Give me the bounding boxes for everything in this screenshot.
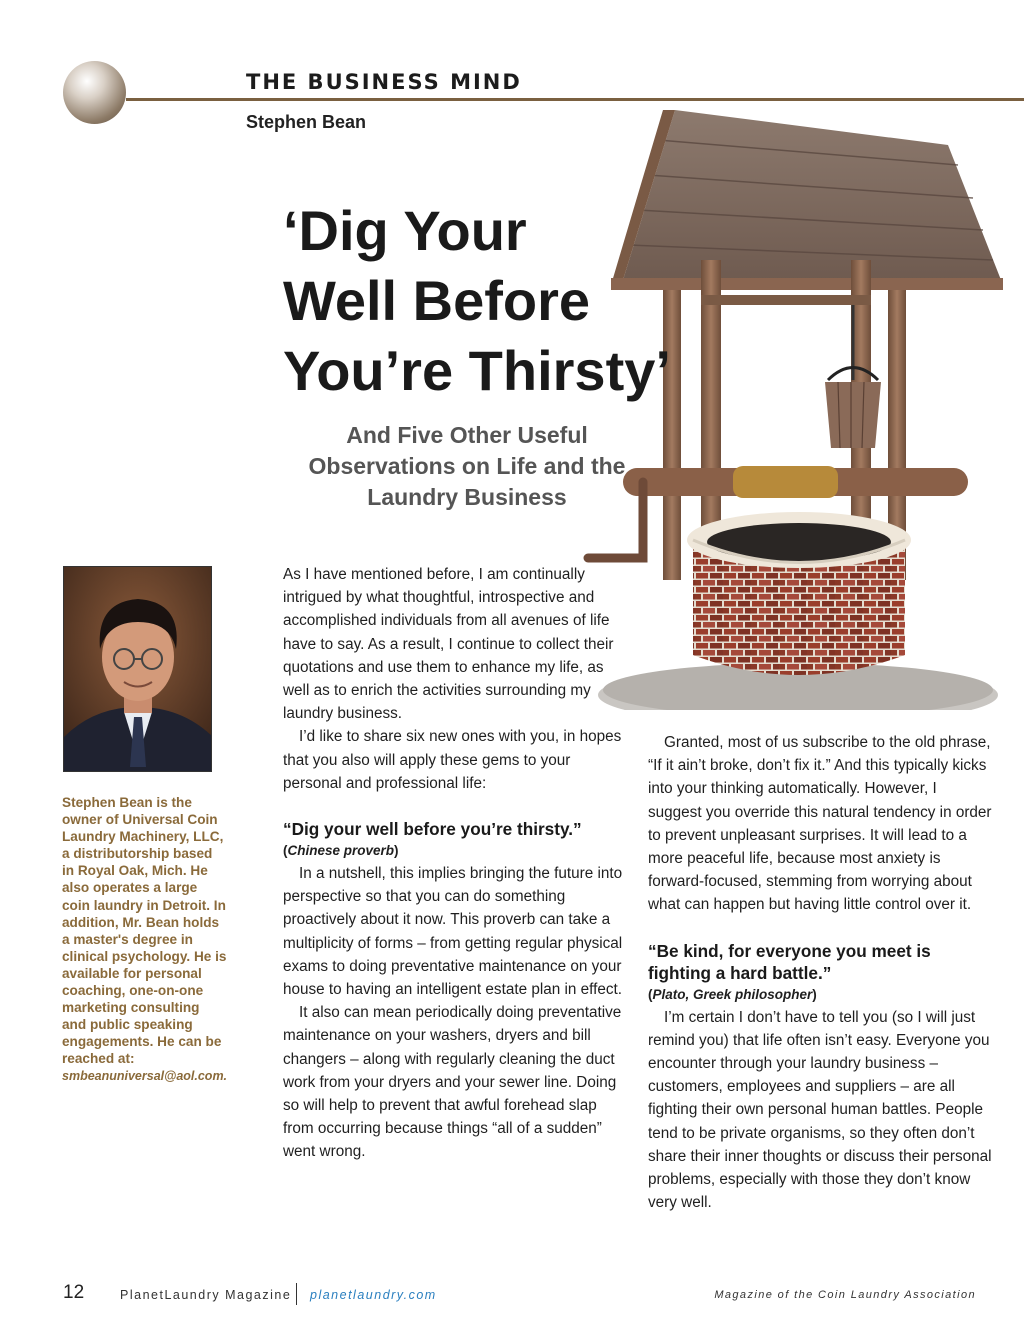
author-bio [62,794,227,1085]
paragraph: I’m certain I don’t have to tell you (so I will just remind you) that life often isn’t easy. Everyone you encounter through your laundry business – customers, employees and suppliers – are all fighting their own personal human battles. People tend to be private organisms, so they often don’t share their inner thoughts or discuss their personal problems, especially with those they don’t know very well. [648,1008,992,1212]
article-column-1 [283,563,623,1164]
page-number: 12 [63,1282,85,1303]
quote-source: (Plato, Greek philosopher) [648,986,817,1002]
quote-source: (Chinese proverb) [283,843,399,859]
section-title: THE BUSINESS MIND [246,70,522,94]
header-rule [126,98,1024,101]
decorative-orb [63,61,126,124]
article-column-2 [648,731,993,1214]
quote-heading: “Be kind, for everyone you meet is fighting a hard battle.” [648,940,931,983]
association-tagline: Magazine of the Coin Laundry Association [714,1289,976,1301]
article-headline: ‘Dig Your Well Before You’re Thirsty’ [283,199,671,402]
magazine-name: PlanetLaundry Magazine [120,1288,292,1302]
author-byline: Stephen Bean [246,112,367,132]
quote-source-text: Plato, Greek philosopher [652,986,813,1002]
quote-source-text: Chinese proverb [287,843,395,859]
article-subhead: And Five Other Useful Observations on Life and the Laundry Business [308,422,626,510]
paragraph: It also can mean periodically doing preventative maintenance on your washers, dryers and bill changers – along with regularly cleaning the duct work from your dryers and your sewer line. Doing so will help to prevent that awful forehead slap from occurring because things “all of a sudden” went wrong. [283,1004,622,1161]
quote-heading: “Dig your well before you’re thirsty.” [283,819,582,840]
paragraph: As I have mentioned before, I am continually intrigued by what thoughtful, introspective and accomplished individuals from all avenues of life have to say. As a result, I continue to collect their quotations and use them to enhance my life, as well as to enrich the activities surrounding my laundry business. [283,566,614,723]
paragraph: Granted, most of us subscribe to the old phrase, “If it ain’t broke, don’t fix it.” And this typically kicks into your thinking automatically. However, I suggest you override this natural tendency in order to prevent unpleasant surprises. It will lead to a more peaceful life, because most anxiety is forward-focused, stemming from worrying about what can happen but having little control over it. [648,734,992,914]
author-photo [63,566,212,772]
footer-divider [296,1283,297,1305]
paragraph: In a nutshell, this implies bringing the future into perspective so that you can do something proactively about it now. This proverb can take a multiplicity of forms – from getting regular physical exams to doing preventative maintenance on your house to having an intelligent estate plan in effect. [283,865,623,999]
paragraph: I’d like to share six new ones with you, in hopes that you also will apply these gems to your personal and professional life: [283,728,622,792]
bio-text: Stephen Bean is the owner of Universal Coin Laundry Machinery, LLC, a distributorship based in Royal Oak, Mich. He also operates a large coin laundry in Detroit. In addition, Mr. Bean holds a master's degree in clinical psychology. He is available for personal coaching, one-on-one marketing consulting and public speaking engagements. He can be reached at: [62,795,227,1067]
magazine-url-link[interactable]: planetlaundry.com [310,1288,437,1302]
author-email[interactable]: smbeanuniversal@aol.com. [62,1068,228,1083]
